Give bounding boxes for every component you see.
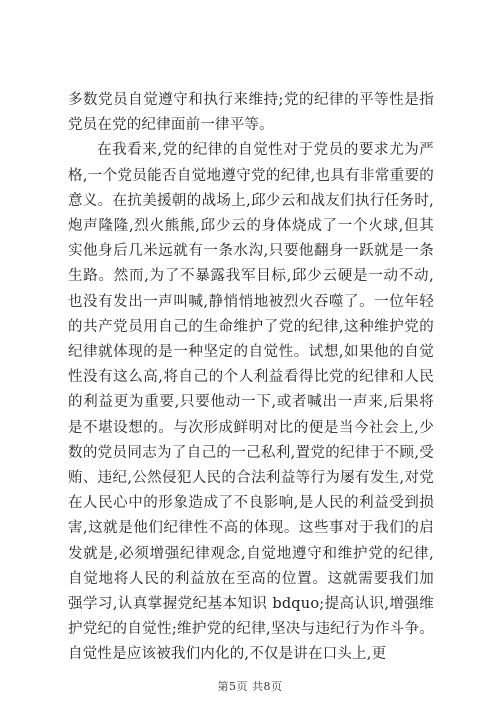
paragraph-discipline-consciousness: 在我看来,党的纪律的自觉性对于党员的要求尤为严格,一个党员能否自觉地遵守党的纪律,也具有非常重要的意义。在抗美援朝的战场上,邱少云和战友们执行任务时,炮声隆隆,烈火熊熊,邱少云的身体烧成了一个火球,但其实他身后几米远就有一条水沟,只要他翻身一跃就是一条生路。然而,为了不暴露我军目标,邱少云硬是一动不动,也没有发出一声叫喊,静悄悄地被烈火吞噬了。一位年轻的共产党员用自己的生命维护了党的纪律,这种维护党的纪律就体现的是一种坚定的自觉性。试想,如果他的自觉性没有这么高,将自己的个人利益看得比党的纪律和人民的利益更为重要,只要他动一下,或者喊出一声来,后果将是不堪设想的。与次形成鲜明对比的便是当今社会上,少数的党员同志为了自己的一己私利,置党的纪律于不顾,受贿、违纪,公然侵犯人民的合法利益等行为屡有发生,对党在人民心中的形象造成了不良影响,是人民的利益受到损害,这就是他们纪律性不高的体现。这些事对于我们的启发就是,必须增强纪律观念,自觉地遵守和维护党的纪律,自觉地将人民的利益放在至高的位置。这就需要我们加强学习,认真掌握党纪基本知识 bdquo;提高认识,增强维护党纪的自觉性;维护党的纪律,坚决与违纪行为作斗争。自觉性是应该被我们内化的,不仅是讲在口头上,更 <box>68 142 434 663</box>
document-body <box>68 88 434 668</box>
page-footer: 第5页 共8页 <box>217 680 283 693</box>
paragraph-continuation: 多数党员自觉遵守和执行来维持;党的纪律的平等性是指党员在党的纪律面前一律平等。 <box>68 92 434 134</box>
